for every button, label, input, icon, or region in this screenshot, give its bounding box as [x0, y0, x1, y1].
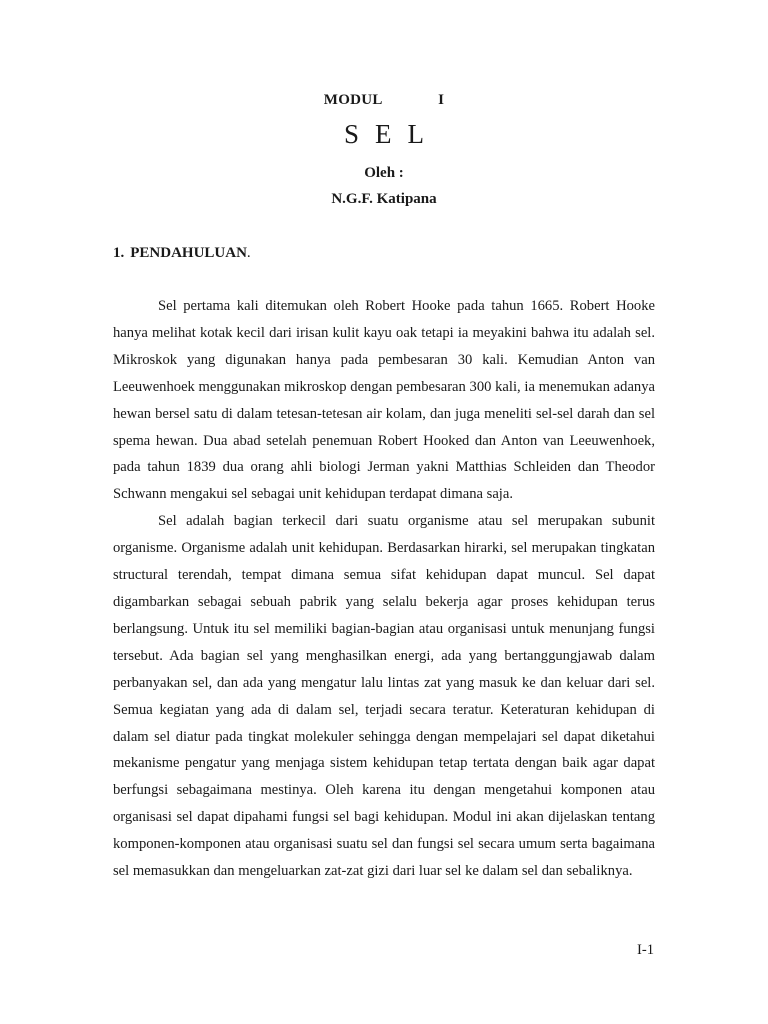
section-suffix: .: [246, 245, 251, 261]
paragraph: Sel pertama kali ditemukan oleh Robert Hooke pada tahun 1665. Robert Hooke hanya melihat kotak kecil dari irisan kulit kayu oak tetapi ia meyakini bahwa itu adalah sel. Mikroskok yang digunakan hanya pada pembesaran 30 kali. Kemudian Anton van Leeuwenhoek menggunakan mikroskop dengan pembesaran 300 kali, ia menemukan adanya hewan bersel satu di dalam tetesan-tetesan air kolam, dan juga meneliti sel-sel darah dan sel spema hewan. Dua abad setelah penemuan Robert Hooked dan Anton van Leeuwenhoek, pada tahun 1839 dua orang ahli biologi Jerman yakni Matthias Schleiden dan Theodor Schwann mengakui sel sebagai unit kehidupan terdapat dimana saja.: [113, 298, 655, 503]
author-name: N.G.F. Katipana: [331, 191, 437, 207]
module-title: SEL: [343, 119, 440, 149]
section-number: 1.: [113, 245, 125, 261]
section-name: PENDAHULUAN: [130, 245, 247, 261]
body-text: [113, 293, 655, 885]
page-number: I-1: [637, 942, 655, 958]
paragraph: Sel adalah bagian terkecil dari suatu organisme atau sel merupakan subunit organisme. Organisme adalah unit kehidupan. Berdasarkan hirarki, sel merupakan tingkatan structural terendah, tempat dimana semua sifat kehidupan dapat muncul. Sel dapat digambarkan sebagai sebuah pabrik yang selalu bekerja agar proses kehidupan terus berlangsung. Untuk itu sel memiliki bagian-bagian atau organisasi untuk menunjang fungsi tersebut. Ada bagian sel yang menghasilkan energi, ada yang bertanggungjawab dalam perbanyakan sel, dan ada yang mengatur lalu lintas zat yang masuk ke dan keluar dari sel. Semua kegiatan yang ada di dalam sel, terjadi secara teratur. Keteraturan kehidupan di dalam sel diatur pada tingkat molekuler sehingga dengan mempelajari sel dapat diketahui mekanisme pengatur yang menjaga sistem kehidupan tetap tertata dengan baik agar dapat berfungsi sebagaimana mestinya. Oleh karena itu dengan mengetahui komponen atau organisasi sel dapat dipahami fungsi sel bagi kehidupan. Modul ini akan dijelaskan tentang komponen-komponen atau organisasi suatu sel dan fungsi sel secara umum serta bagaimana sel memasukkan dan mengeluarkan zat-zat gizi dari luar sel ke dalam sel dan sebaliknya.: [113, 513, 655, 880]
module-label: MODUL I: [323, 92, 445, 108]
section-heading: [113, 245, 251, 262]
by-label: Oleh :: [364, 165, 404, 181]
